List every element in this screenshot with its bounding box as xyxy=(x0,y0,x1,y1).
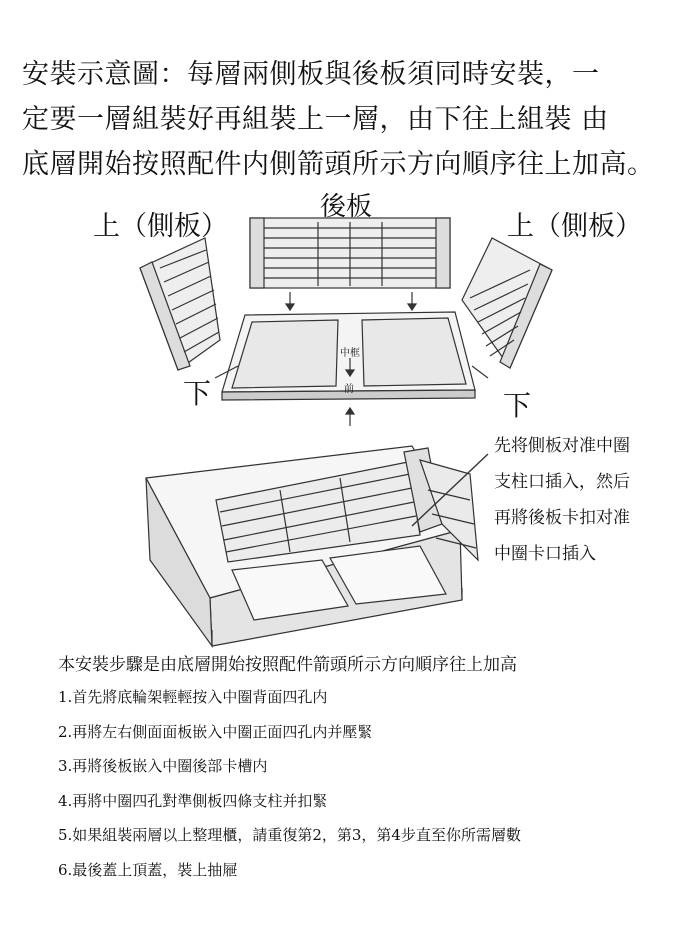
right-top-side-panel-label: 上（側板） xyxy=(507,211,642,242)
assembled-unit-illustration xyxy=(146,446,478,646)
side-note-line: 支柱口插入，然后 xyxy=(494,472,630,492)
right-bottom-label: 下 xyxy=(503,389,532,422)
step-item: 3.再將後板嵌入中圈後部卡槽内 xyxy=(58,757,268,776)
right-side-panel-illustration xyxy=(462,238,552,368)
left-side-panel-illustration xyxy=(140,238,220,370)
side-note-line: 再將後板卡扣对准 xyxy=(494,508,630,528)
back-panel-label: 後板 xyxy=(320,192,373,222)
side-note-line: 先将側板对准中圈 xyxy=(494,436,630,456)
steps-intro: 本安裝步驟是由底層開始按照配件箭頭所示方向順序往上加高 xyxy=(58,655,517,675)
left-bottom-label: 下 xyxy=(183,377,212,410)
left-top-side-panel-label: 上（側板） xyxy=(93,211,228,242)
back-panel-illustration xyxy=(250,218,450,288)
side-note-line: 中圈卡口插入 xyxy=(494,544,596,564)
step-item: 5.如果組裝兩層以上整理櫃，請重復第2，第3，第4步直至你所需層數 xyxy=(58,826,521,845)
side-assembly-note xyxy=(494,428,684,572)
step-item: 6.最後蓋上頂蓋，裝上抽屜 xyxy=(58,860,238,879)
front-label: 前 xyxy=(344,384,354,395)
heading-line: 安裝示意圖：每層兩側板與後板須同時安裝，一 xyxy=(22,59,600,90)
heading-line: 定要一層組裝好再組裝上一層，由下往上組裝 由 xyxy=(22,104,609,135)
step-item: 2.再將左右側面面板嵌入中圈正面四孔内并壓緊 xyxy=(58,722,373,741)
heading-line: 底層開始按照配件内側箭頭所示方向順序往上加高。 xyxy=(22,149,655,180)
middle-frame-label: 中框 xyxy=(340,348,360,359)
step-item: 1.首先將底輪架輕輕按入中圈背面四孔内 xyxy=(58,688,328,706)
step-item: 4.再將中圈四孔對準側板四條支柱并扣緊 xyxy=(58,791,328,810)
assembly-steps xyxy=(58,650,688,888)
